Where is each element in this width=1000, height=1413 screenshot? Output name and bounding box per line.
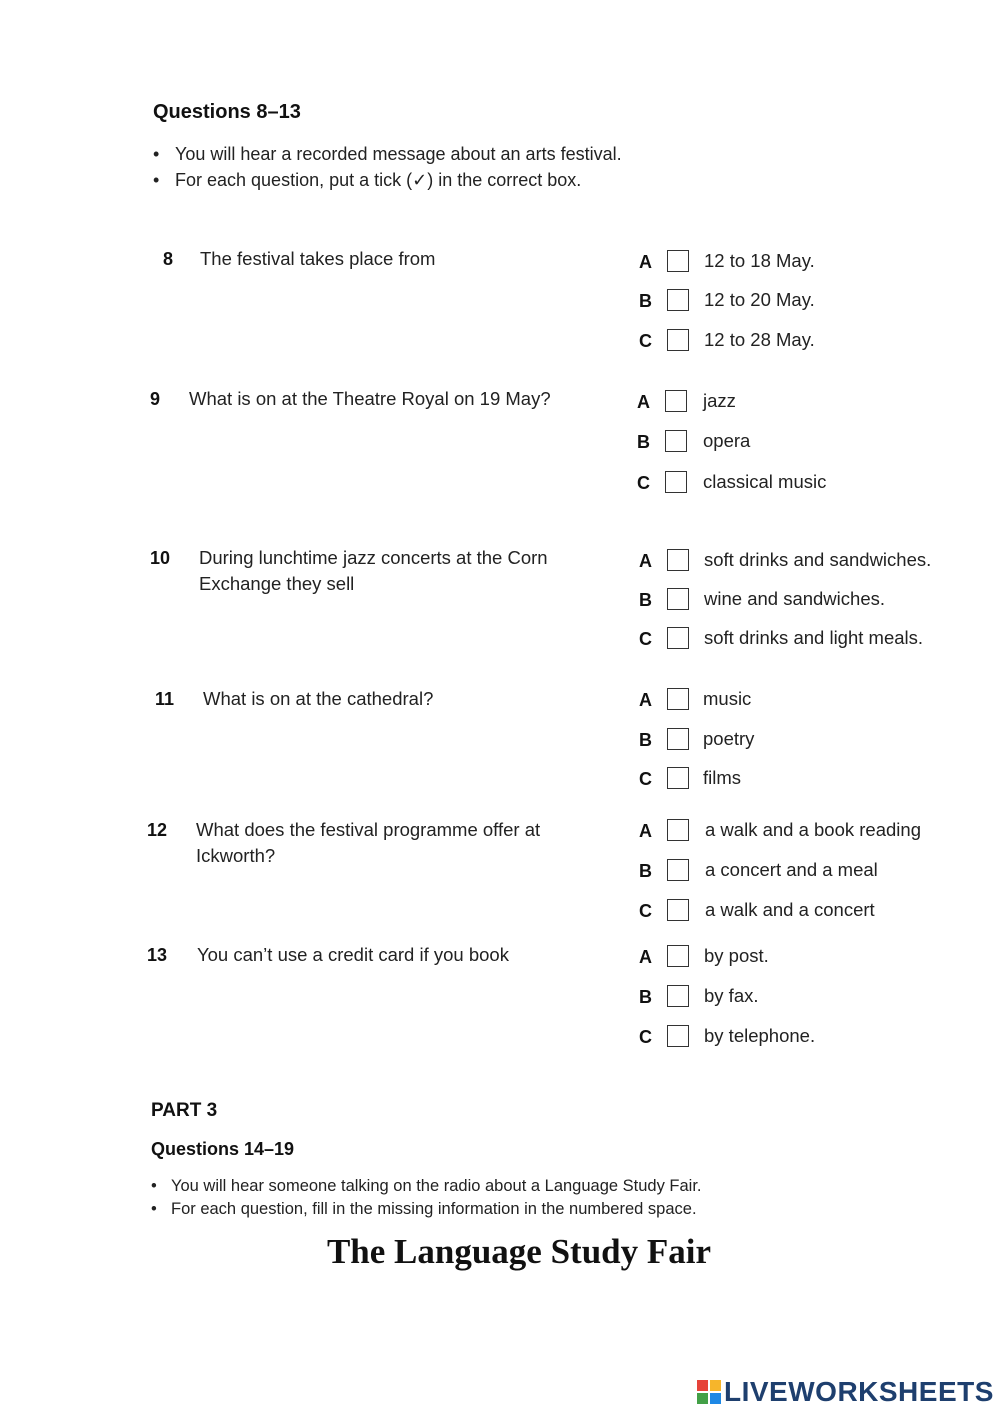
part-3-label: PART 3 (151, 1100, 218, 1121)
answer-checkbox-11a[interactable] (667, 688, 689, 710)
question-number: 9 (150, 389, 161, 409)
option-text: classical music (703, 471, 827, 492)
question-number: 11 (155, 689, 175, 709)
option-letter: A (639, 947, 652, 967)
option-text: 12 to 28 May. (704, 329, 815, 350)
option-text: by post. (704, 945, 769, 966)
fair-heading: The Language Study Fair (326, 1232, 712, 1271)
answer-checkbox-13c[interactable] (667, 1025, 689, 1047)
answer-checkbox-8a[interactable] (667, 250, 689, 272)
option-text: films (703, 767, 742, 788)
option-text: poetry (703, 728, 755, 749)
answer-checkbox-10b[interactable] (667, 588, 689, 610)
answer-checkbox-12c[interactable] (667, 899, 689, 921)
question-number: 13 (147, 945, 168, 965)
option-letter: B (639, 730, 652, 750)
instruction-text-1: You will hear a recorded message about an arts festival. (175, 144, 622, 164)
answer-checkbox-13a[interactable] (667, 945, 689, 967)
answer-checkbox-11c[interactable] (667, 767, 689, 789)
bullet-dot: • (151, 1200, 157, 1218)
option-text: opera (703, 430, 751, 451)
bullet-dot: • (153, 170, 160, 190)
option-text: by telephone. (704, 1025, 816, 1046)
part-3-bullet-text-2: For each question, fill in the missing information in the numbered space. (171, 1200, 697, 1218)
question-text: During lunchtime jazz concerts at the Corn Exchange they sell (199, 547, 548, 594)
option-text: a walk and a book reading (705, 819, 921, 840)
bullet-dot: • (153, 144, 160, 164)
option-letter: A (639, 551, 652, 571)
option-letter: C (639, 901, 652, 921)
part-3-bullet-text-1: You will hear someone talking on the radio about a Language Study Fair. (171, 1177, 702, 1195)
question-text: What is on at the Theatre Royal on 19 May? (189, 388, 551, 409)
answer-checkbox-8b[interactable] (667, 289, 689, 311)
option-letter: C (639, 629, 652, 649)
section-title: Questions 8–13 (153, 101, 301, 123)
option-letter: C (639, 769, 652, 789)
question-number: 8 (163, 249, 174, 269)
answer-checkbox-12a[interactable] (667, 819, 689, 841)
question-number: 10 (150, 548, 171, 568)
answer-checkbox-10c[interactable] (667, 627, 689, 649)
option-letter: B (639, 987, 652, 1007)
option-text: 12 to 20 May. (704, 289, 815, 310)
option-text: a walk and a concert (705, 899, 875, 920)
liveworksheets-logo-icon (697, 1380, 721, 1404)
answer-checkbox-9c[interactable] (665, 471, 687, 493)
option-letter: A (639, 252, 652, 272)
answer-checkbox-11b[interactable] (667, 728, 689, 750)
option-text: soft drinks and light meals. (704, 627, 924, 648)
option-letter: C (639, 1027, 652, 1047)
option-letter: A (639, 690, 652, 710)
option-text: 12 to 18 May. (704, 250, 815, 271)
answer-checkbox-13b[interactable] (667, 985, 689, 1007)
question-text: What does the festival programme offer at Ickworth? (196, 819, 541, 866)
question-number: 12 (147, 820, 168, 840)
question-text: You can’t use a credit card if you book (197, 944, 509, 965)
option-text: a concert and a meal (705, 859, 878, 880)
answer-checkbox-9a[interactable] (665, 390, 687, 412)
liveworksheets-logo-text: LIVEWORKSHEETS (724, 1376, 994, 1407)
part-3-bullet-2 (151, 1200, 697, 1219)
answer-checkbox-10a[interactable] (667, 549, 689, 571)
question-text: What is on at the cathedral? (203, 688, 434, 709)
liveworksheets-logo[interactable] (697, 1376, 994, 1408)
instruction-text-2: For each question, put a tick (✓) in the correct box. (175, 170, 582, 190)
option-text: wine and sandwiches. (704, 588, 885, 609)
option-letter: B (639, 861, 652, 881)
option-letter: A (639, 821, 652, 841)
option-letter: B (637, 432, 650, 452)
option-text: music (703, 688, 752, 709)
option-letter: C (637, 473, 650, 493)
option-letter: C (639, 331, 652, 351)
option-letter: A (637, 392, 650, 412)
part-3-bullet-1 (151, 1177, 702, 1196)
instruction-bullet-1 (153, 144, 622, 165)
option-letter: B (639, 590, 652, 610)
option-text: jazz (703, 390, 736, 411)
answer-checkbox-9b[interactable] (665, 430, 687, 452)
bullet-dot: • (151, 1177, 157, 1195)
answer-checkbox-8c[interactable] (667, 329, 689, 351)
question-text: The festival takes place from (200, 248, 436, 269)
part-3-title: Questions 14–19 (151, 1139, 295, 1159)
answer-checkbox-12b[interactable] (667, 859, 689, 881)
option-text: by fax. (704, 985, 759, 1006)
option-text: soft drinks and sandwiches. (704, 549, 932, 570)
option-letter: B (639, 291, 652, 311)
instruction-bullet-2 (153, 170, 581, 191)
